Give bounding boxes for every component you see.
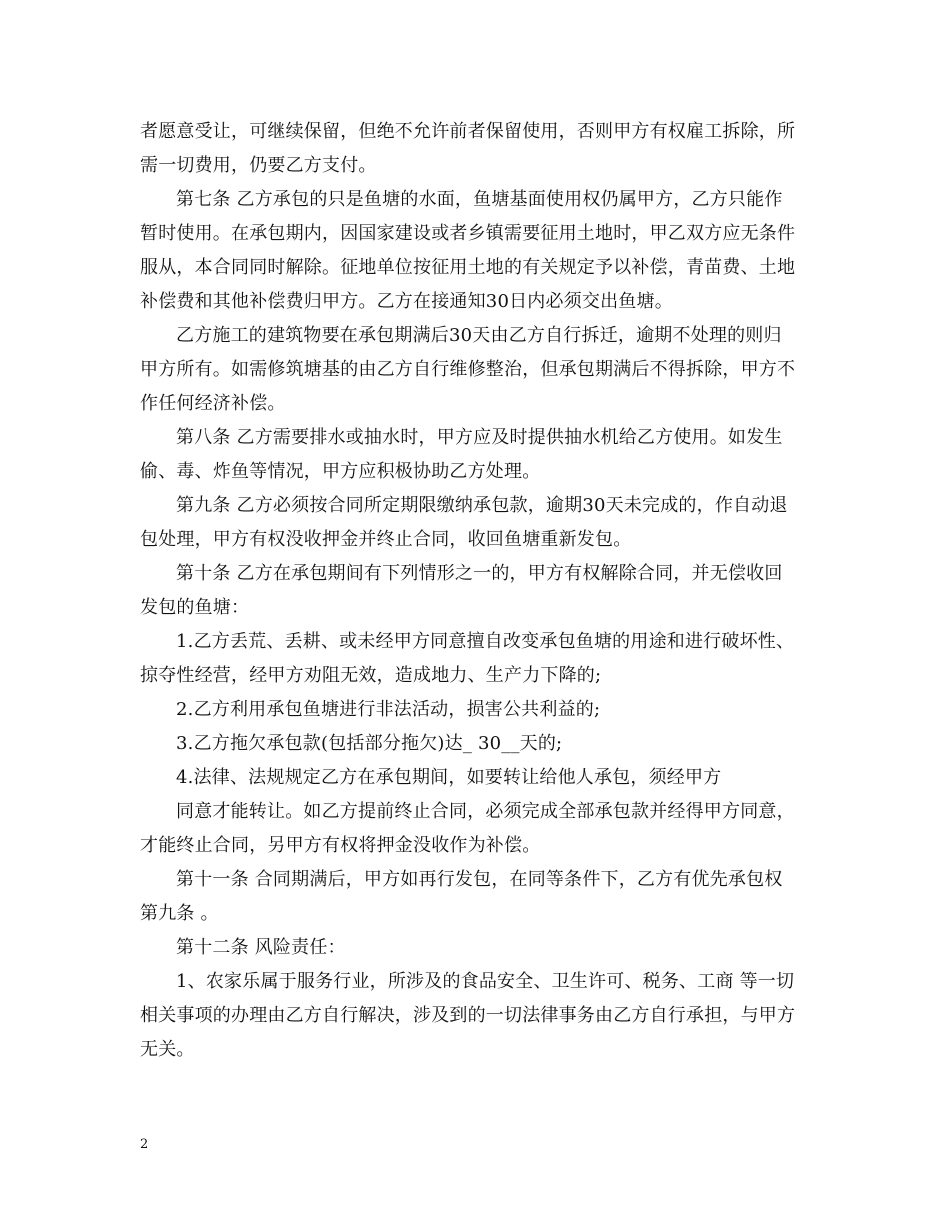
paragraph-line: 包处理，甲方有权没收押金并终止合同，收回鱼塘重新发包。 xyxy=(140,529,632,550)
list-item-1: 1.乙方丢荒、丢耕、或未经甲方同意擅自改变承包鱼塘的用途和进行破坏性、 xyxy=(176,631,795,652)
paragraph-line: 同意才能转让。如乙方提前终止合同，必须完成全部承包款并经得甲方同意， xyxy=(176,801,795,822)
paragraph-line: 甲方所有。如需修筑塘基的由乙方自行维修整治，但承包期满后不得拆除，甲方不 xyxy=(140,359,796,380)
article-10-line: 第十条 乙方在承包期间有下列情形之一的，甲方有权解除合同，并无偿收回 xyxy=(176,563,783,584)
paragraph-line: 作任何经济补偿。 xyxy=(140,393,286,414)
paragraph-line: 服从，本合同同时解除。征地单位按征用土地的有关规定予以补偿，青苗费、土地 xyxy=(140,257,796,278)
article-12-heading: 第十二条 风险责任： xyxy=(176,937,346,958)
article-7-line: 第七条 乙方承包的只是鱼塘的水面，鱼塘基面使用权仍属甲方，乙方只能作 xyxy=(176,189,783,210)
paragraph-line: 相关事项的办理由乙方自行解决，涉及到的一切法律事务由乙方自行承担，与甲方 xyxy=(140,1005,796,1026)
list-item-4: 4.法律、法规规定乙方在承包期间，如要转让给他人承包，须经甲方 xyxy=(176,767,722,788)
paragraph-line: 乙方施工的建筑物要在承包期满后30天由乙方自行拆迁，逾期不处理的则归 xyxy=(176,325,782,346)
article-11-line: 第十一条 合同期满后，甲方如再行发包，在同等条件下，乙方有优先承包权 xyxy=(176,869,783,890)
document-body xyxy=(140,115,812,1067)
article-9-line: 第九条 乙方必须按合同所定期限缴纳承包款，逾期30天未完成的，作自动退 xyxy=(176,495,788,516)
paragraph-line: 无关。 xyxy=(140,1039,195,1060)
paragraph-line: 掠夺性经营，经甲方劝阻无效，造成地力、生产力下降的; xyxy=(140,665,602,686)
paragraph-line: 才能终止合同，另甲方有权将押金没收作为补偿。 xyxy=(140,835,541,856)
page-number: 2 xyxy=(140,1137,149,1152)
paragraph-line: 第九条 。 xyxy=(140,903,219,924)
article-8-line: 第八条 乙方需要排水或抽水时，甲方应及时提供抽水机给乙方使用。如发生 xyxy=(176,427,783,448)
paragraph-line: 暂时使用。在承包期内，因国家建设或者乡镇需要征用土地时，甲乙双方应无条件 xyxy=(140,223,796,244)
paragraph-line: 者愿意受让，可继续保留，但绝不允许前者保留使用，否则甲方有权雇工拆除，所 xyxy=(140,121,796,142)
list-item-2: 2.乙方利用承包鱼塘进行非法活动，损害公共利益的; xyxy=(176,699,601,720)
paragraph-line: 发包的鱼塘： xyxy=(140,597,250,618)
risk-item-1: 1、农家乐属于服务行业，所涉及的食品安全、卫生许可、税务、工商 等一切 xyxy=(176,971,795,992)
paragraph-line: 需一切费用，仍要乙方支付。 xyxy=(140,155,377,176)
paragraph-line: 偷、毒、炸鱼等情况，甲方应积极协助乙方处理。 xyxy=(140,461,541,482)
paragraph-line: 补偿费和其他补偿费归甲方。乙方在接通知30日内必须交出鱼塘。 xyxy=(140,291,673,312)
list-item-3: 3.乙方拖欠承包款(包括部分拖欠)达_ 30__天的; xyxy=(176,733,563,754)
